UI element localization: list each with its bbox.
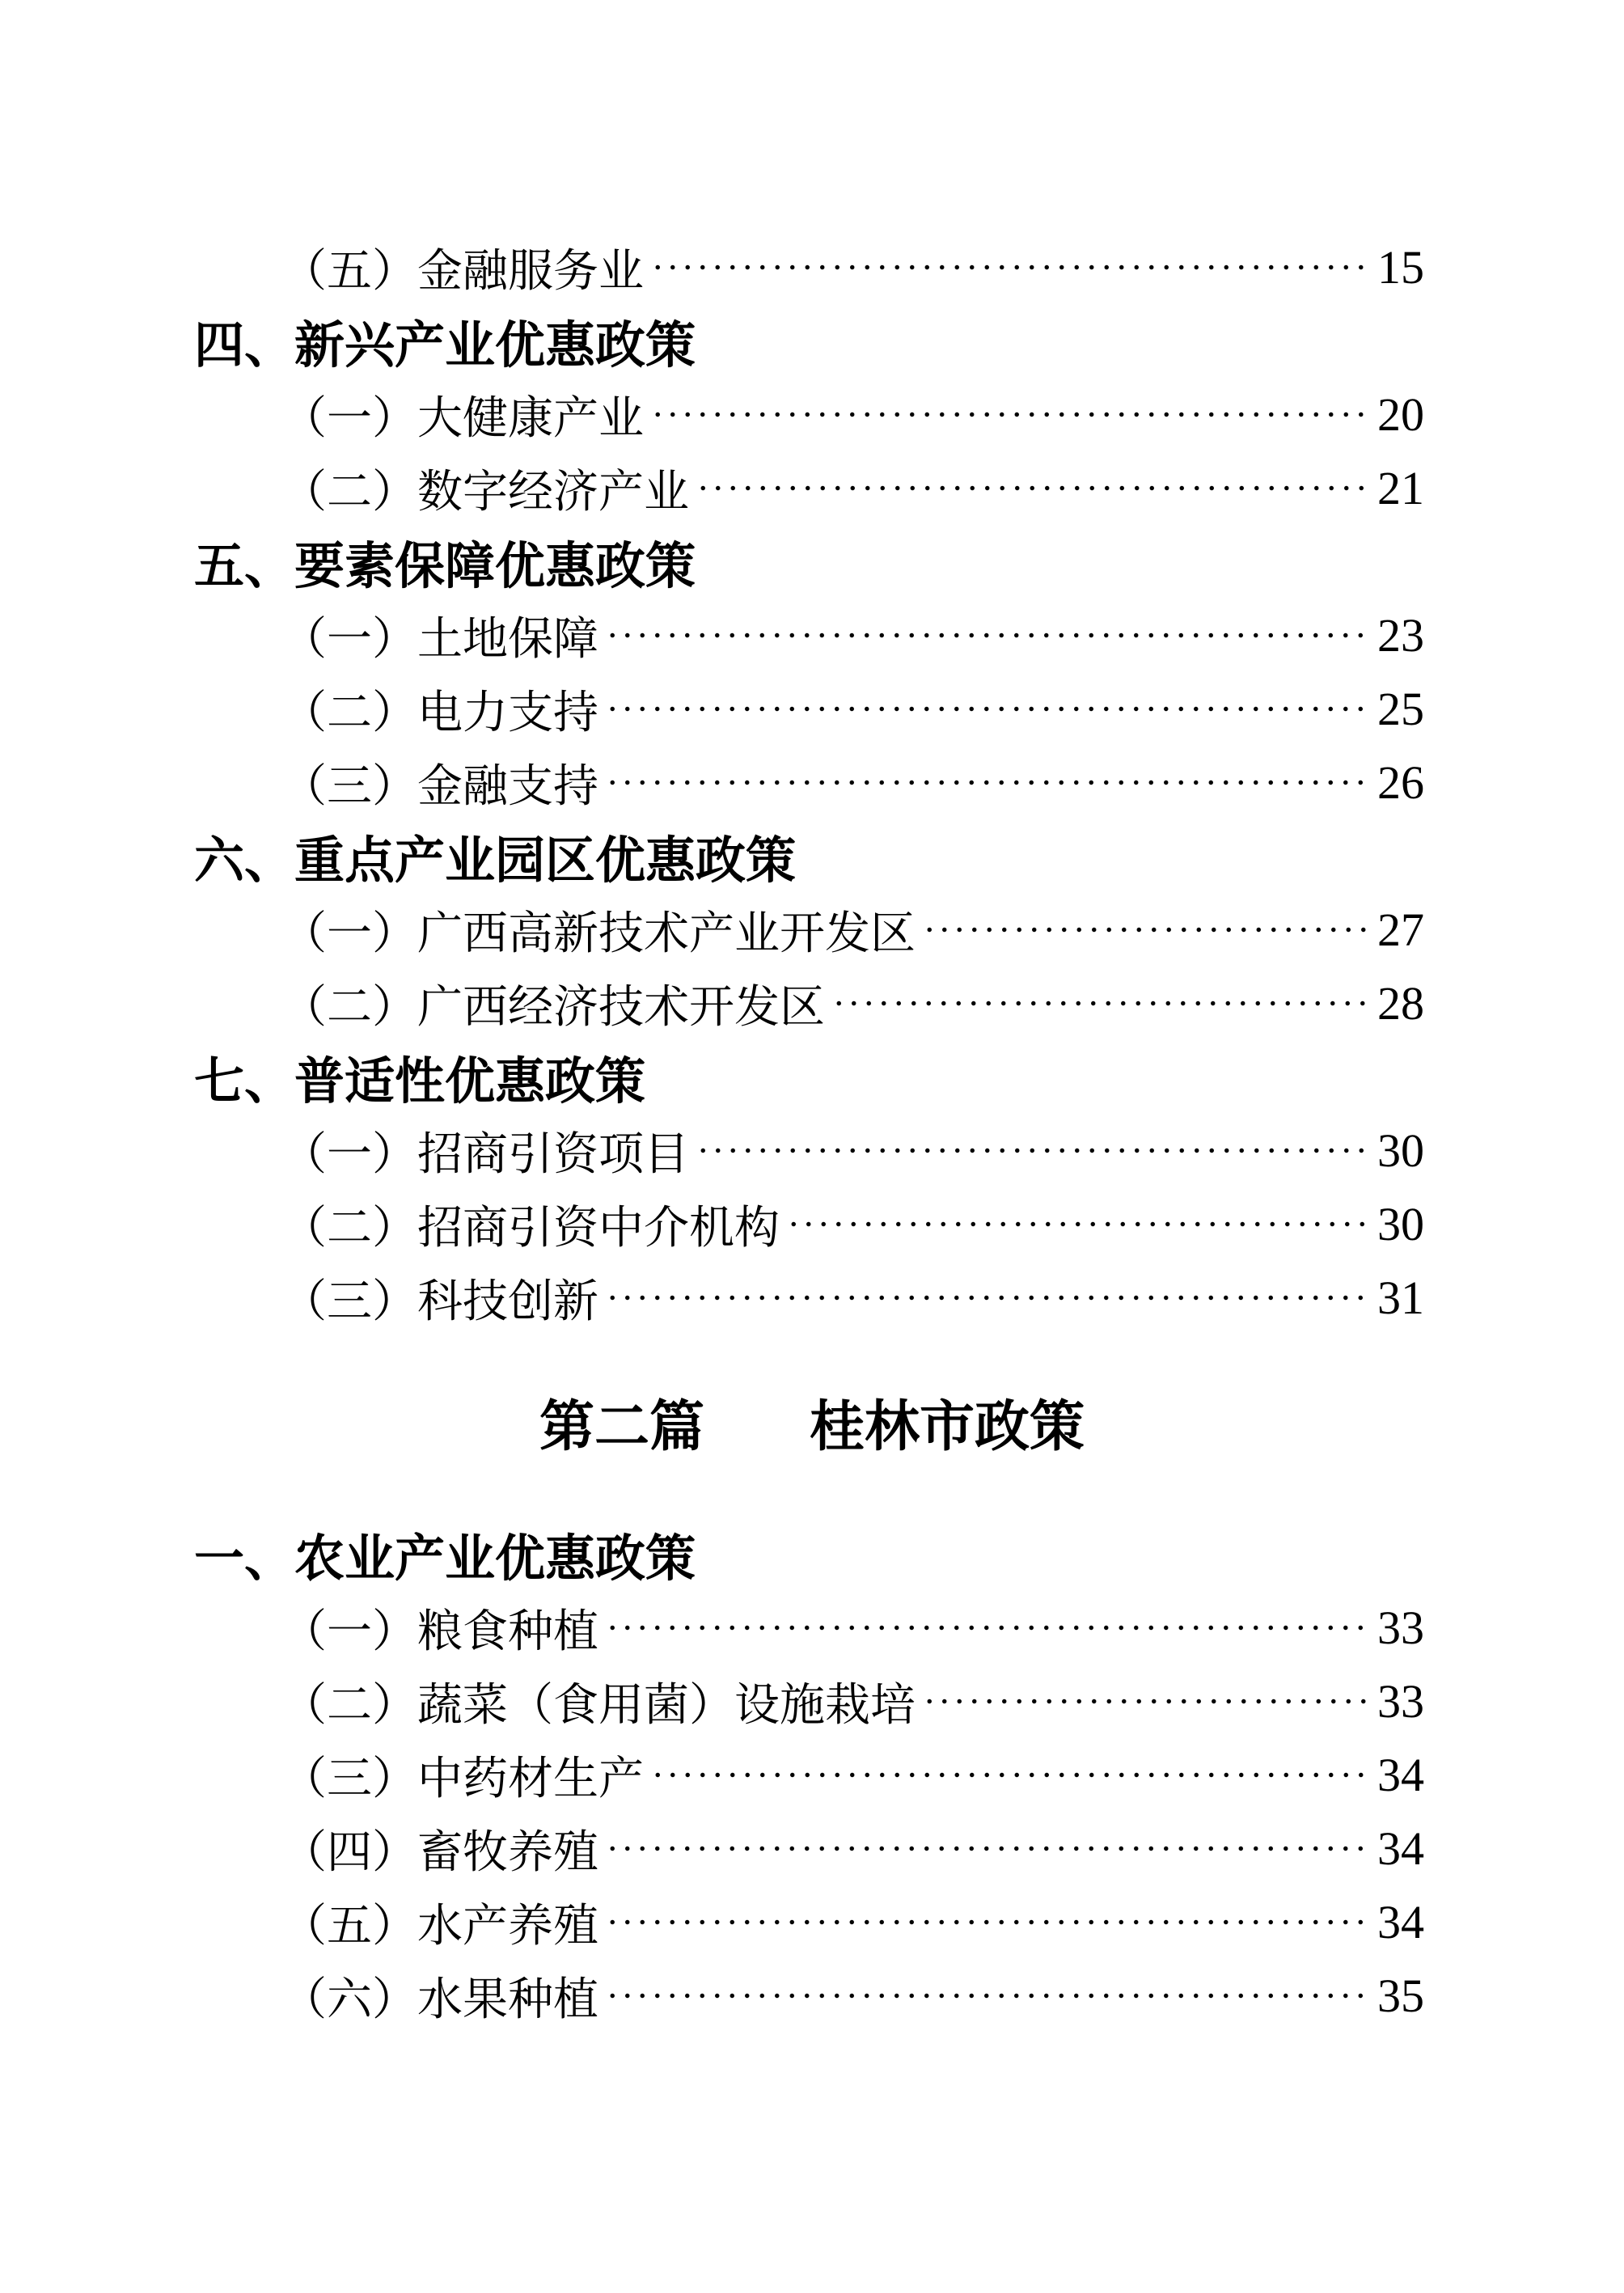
toc-item-page-number: 30: [1377, 1198, 1424, 1250]
toc-item-page-number: 33: [1377, 1675, 1424, 1728]
toc-section-heading: [0, 304, 1624, 378]
part-heading-title: 桂林市政策: [810, 1395, 1085, 1457]
dot-leader: [786, 1187, 1366, 1261]
dot-leader: [605, 1261, 1366, 1335]
toc-item: [0, 967, 1624, 1040]
dot-leader: [696, 1114, 1366, 1187]
toc-section-heading: [0, 819, 1624, 893]
toc-item: [0, 1114, 1624, 1187]
dot-leader: [922, 1665, 1366, 1738]
toc-item-title: （一）土地保障: [281, 614, 598, 665]
toc-item: [0, 1591, 1624, 1665]
toc-item-title: （五）水产养殖: [281, 1901, 598, 1952]
toc-item-title: （二）蔬菜（食用菌）设施栽培: [281, 1680, 916, 1731]
toc-item-page-number: 31: [1377, 1271, 1424, 1324]
toc-item: [0, 1812, 1624, 1885]
toc-item-page-number: 30: [1377, 1124, 1424, 1177]
toc-item-title: （二）电力支持: [281, 687, 598, 738]
dot-leader: [650, 1738, 1366, 1812]
toc-item-title: （一）粮食种植: [281, 1606, 598, 1657]
toc-item-page-number: 35: [1377, 1969, 1424, 2022]
toc-item-title: （四）畜牧养殖: [281, 1827, 598, 1878]
toc-section-heading: [0, 1040, 1624, 1114]
toc-item: [0, 599, 1624, 672]
toc-item-page-number: 33: [1377, 1601, 1424, 1654]
toc-item: [0, 1261, 1624, 1335]
toc-item-page-number: 23: [1377, 609, 1424, 662]
toc-item: [0, 1187, 1624, 1261]
toc-item-title: （三）科技创新: [281, 1276, 598, 1327]
toc-item-page-number: 20: [1377, 388, 1424, 441]
toc-item-page-number: 26: [1377, 756, 1424, 809]
toc-item-page-number: 15: [1377, 241, 1424, 294]
dot-leader: [605, 672, 1366, 746]
dot-leader: [650, 378, 1366, 451]
toc-item-page-number: 21: [1377, 462, 1424, 514]
dot-leader: [605, 1959, 1366, 2033]
toc-section-heading-text: 四、新兴产业优惠政策: [194, 318, 696, 374]
toc-item: [0, 1885, 1624, 1959]
toc-item-title: （三）中药材生产: [281, 1754, 644, 1804]
toc-item: [0, 672, 1624, 746]
toc-item-title: （二）数字经济产业: [281, 467, 689, 518]
part-heading-label: 第二篇: [539, 1395, 704, 1457]
part-heading: [0, 1369, 1624, 1475]
toc-item-title: （五）金融服务业: [281, 246, 644, 297]
toc-item-title: （三）金融支持: [281, 761, 598, 812]
toc-item-page-number: 25: [1377, 683, 1424, 735]
dot-leader: [650, 231, 1366, 304]
toc-item: [0, 451, 1624, 525]
toc-item-title: （一）广西高新技术产业开发区: [281, 908, 916, 959]
toc-item-page-number: 34: [1377, 1896, 1424, 1948]
toc-item-page-number: 34: [1377, 1749, 1424, 1801]
dot-leader: [605, 599, 1366, 672]
toc-section-heading-text: 六、重点产业园区优惠政策: [194, 833, 797, 889]
toc-item-page-number: 28: [1377, 977, 1424, 1030]
toc-section-heading-text: 七、普适性优惠政策: [194, 1054, 646, 1110]
dot-leader: [696, 451, 1366, 525]
toc-section-heading: [0, 525, 1624, 599]
toc-item: [0, 378, 1624, 451]
toc-item: [0, 746, 1624, 819]
dot-leader: [605, 1885, 1366, 1959]
toc-item: [0, 1665, 1624, 1738]
toc-item-title: （一）招商引资项目: [281, 1129, 689, 1180]
toc-item-page-number: 27: [1377, 903, 1424, 956]
dot-leader: [922, 893, 1366, 967]
dot-leader: [605, 1591, 1366, 1665]
toc-item: [0, 1959, 1624, 2033]
dot-leader: [605, 1812, 1366, 1885]
toc-section-heading-text: 一、农业产业优惠政策: [194, 1531, 696, 1587]
toc-section-heading-text: 五、要素保障优惠政策: [194, 539, 696, 594]
dot-leader: [605, 746, 1366, 819]
toc-item-title: （六）水果种植: [281, 1974, 598, 2025]
toc-item: [0, 1738, 1624, 1812]
toc-item-title: （一）大健康产业: [281, 393, 644, 444]
toc-item: [0, 893, 1624, 967]
toc-item: [0, 231, 1624, 304]
toc-item-title: （二）广西经济技术开发区: [281, 982, 825, 1033]
toc-item-page-number: 34: [1377, 1822, 1424, 1875]
dot-leader: [831, 967, 1366, 1040]
toc-section-heading: [0, 1517, 1624, 1591]
toc-item-title: （二）招商引资中介机构: [281, 1203, 780, 1254]
